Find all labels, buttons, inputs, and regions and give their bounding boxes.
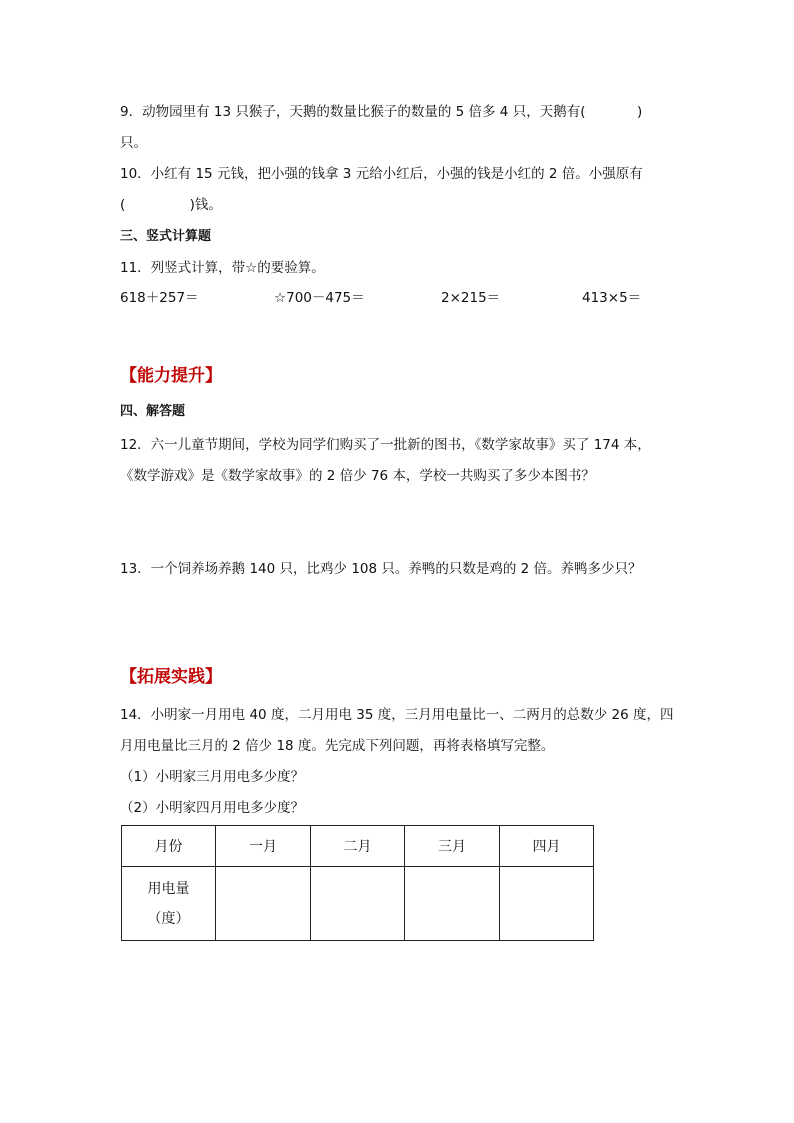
table-cell-mar[interactable] <box>405 867 500 941</box>
question-10-line-2: ( )钱。 <box>120 197 222 213</box>
question-9-line-2: 只。 <box>120 135 147 151</box>
question-14-sub-1: （1）小明家三月用电多少度？ <box>120 769 305 785</box>
question-12-line-1: 12．六一儿童节期间，学校为同学们购买了一批新的图书，《数学家故事》买了 174 本， <box>120 437 651 453</box>
table-header-row <box>122 826 594 867</box>
question-14-line-2: 月用电量比三月的 2 倍少 18 度。先完成下列问题，再将表格填写完整。 <box>120 738 555 754</box>
table-cell-apr[interactable] <box>500 867 594 941</box>
question-14-line-1: 14．小明家一月用电 40 度，二月用电 35 度，三月用电量比一、二两月的总数少 26 度，四 <box>120 707 674 723</box>
calc-item-2: ☆700－475＝ <box>274 290 365 306</box>
question-14-sub-2: （2）小明家四月用电多少度？ <box>120 800 305 816</box>
question-11-text: 11．列竖式计算，带☆的要验算。 <box>120 260 325 276</box>
practice-section-banner: 【拓展实践】 <box>120 667 222 687</box>
table-header-jan: 一月 <box>216 826 311 867</box>
table-row-label <box>122 867 216 941</box>
table-cell-feb[interactable] <box>311 867 405 941</box>
ability-section-banner: 【能力提升】 <box>120 366 222 386</box>
table-header-apr: 四月 <box>500 826 594 867</box>
table-usage-row <box>122 867 594 941</box>
table-header-feb: 二月 <box>311 826 405 867</box>
question-9-line-1: 9．动物园里有 13 只猴子，天鹅的数量比猴子的数量的 5 倍多 4 只，天鹅有( ) <box>120 104 643 120</box>
table-cell-jan[interactable] <box>216 867 311 941</box>
electricity-usage-table <box>121 825 594 941</box>
table-header-month: 月份 <box>122 826 216 867</box>
row-label-usage: 用电量 <box>147 880 190 897</box>
section-3-heading: 三、竖式计算题 <box>120 229 212 244</box>
calc-item-1: 618＋257＝ <box>120 290 199 306</box>
section-4-heading: 四、解答题 <box>120 404 186 419</box>
question-10-line-1: 10．小红有 15 元钱，把小强的钱拿 3 元给小红后，小强的钱是小红的 2 倍。小强原有 <box>120 166 643 182</box>
table-header-mar: 三月 <box>405 826 500 867</box>
calc-item-3: 2×215＝ <box>441 290 501 306</box>
question-12-line-2: 《数学游戏》是《数学家故事》的 2 倍少 76 本，学校一共购买了多少本图书？ <box>120 468 595 484</box>
calc-item-4: 413×5＝ <box>582 290 642 306</box>
question-13-text: 13．一个饲养场养鹅 140 只，比鸡少 108 只。养鸭的只数是鸡的 2 倍。养鸭多少只？ <box>120 561 642 577</box>
row-label-unit: （度） <box>147 910 190 927</box>
